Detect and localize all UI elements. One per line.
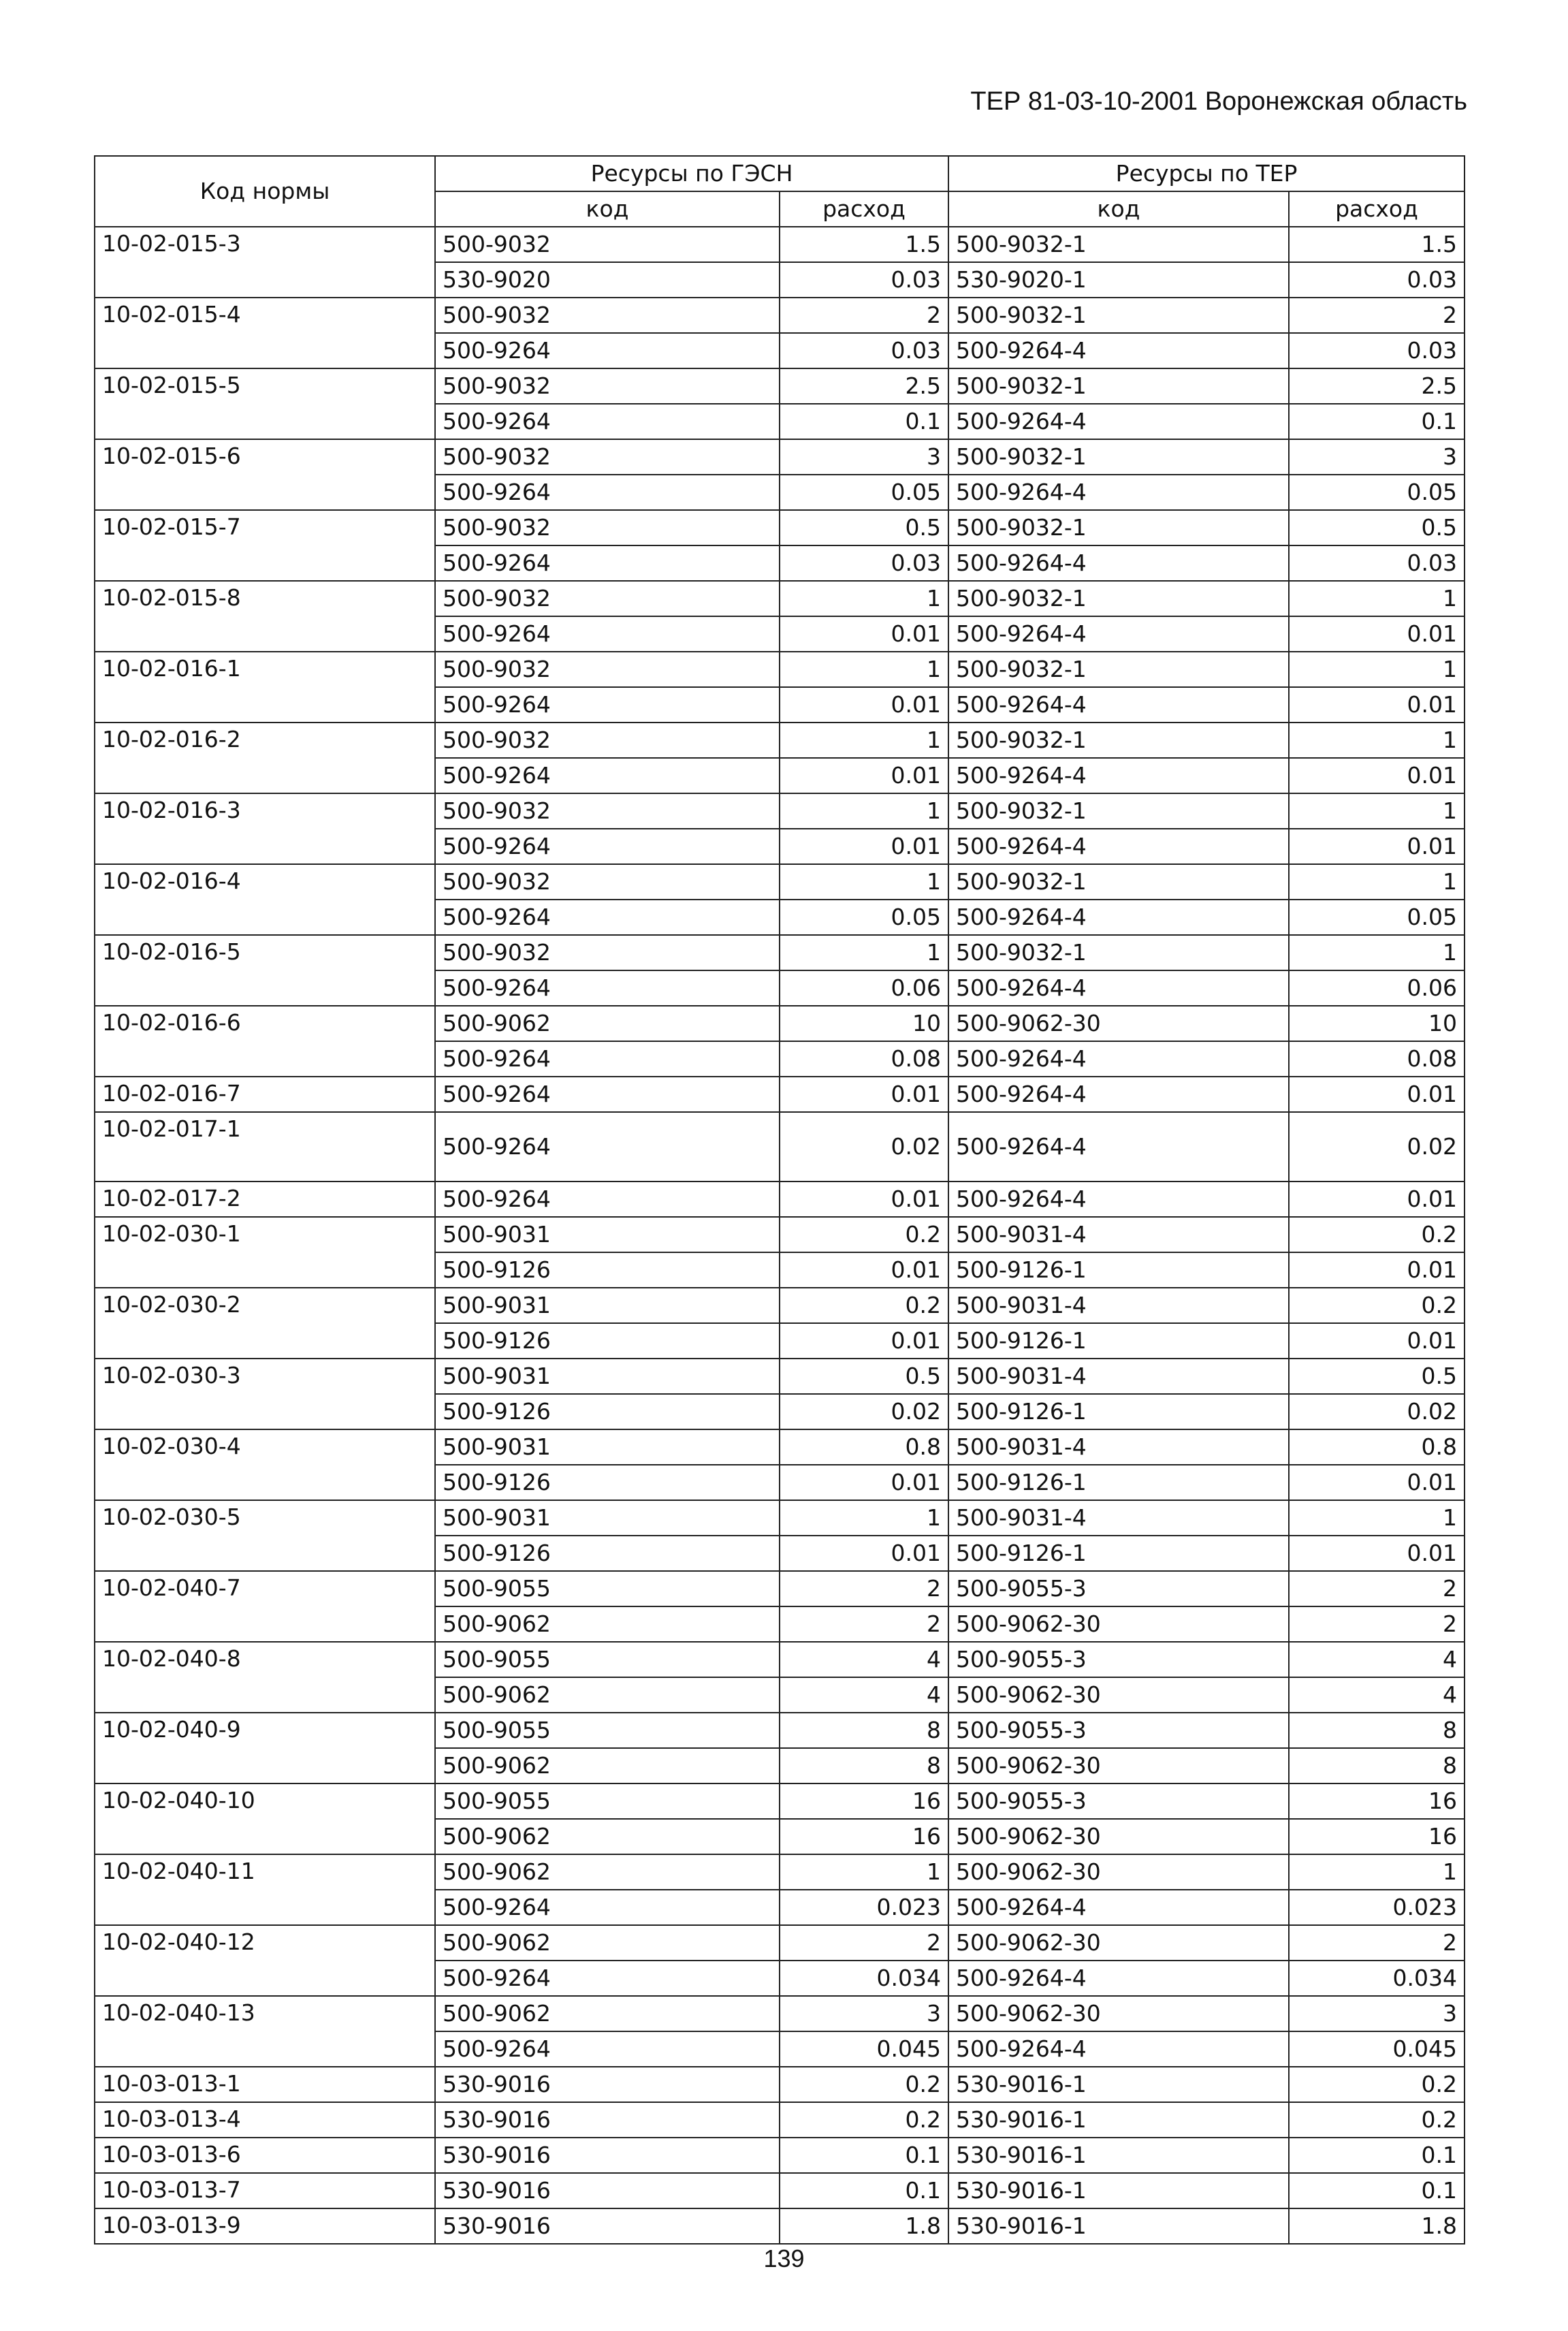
norm-code-cell: 10-03-013-7 — [95, 2173, 435, 2208]
gesn-code-cell: 530-9016 — [435, 2208, 780, 2244]
gesn-amount-cell: 0.1 — [780, 2138, 948, 2173]
table-row — [95, 1571, 1465, 1606]
norm-code-header: Код нормы — [95, 156, 435, 227]
gesn-code-cell: 500-9031 — [435, 1429, 780, 1465]
gesn-resources-header: Ресурсы по ГЭСН — [435, 156, 948, 191]
ter-code-cell: 500-9264-4 — [948, 970, 1289, 1006]
table-row — [95, 1112, 1465, 1182]
gesn-code-cell: 500-9264 — [435, 1041, 780, 1077]
gesn-amount-cell: 0.01 — [780, 1536, 948, 1571]
ter-amount-cell: 0.02 — [1289, 1112, 1465, 1182]
ter-code-cell: 500-9031-4 — [948, 1500, 1289, 1536]
ter-code-cell: 500-9031-4 — [948, 1288, 1289, 1323]
gesn-amount-cell: 10 — [780, 1006, 948, 1041]
ter-code-cell: 500-9126-1 — [948, 1323, 1289, 1359]
table-row — [95, 793, 1465, 829]
ter-amount-cell: 0.034 — [1289, 1961, 1465, 1996]
gesn-code-cell: 500-9126 — [435, 1252, 780, 1288]
table-row — [95, 368, 1465, 404]
norm-code-cell: 10-02-040-10 — [95, 1783, 435, 1854]
gesn-amount-cell: 0.8 — [780, 1429, 948, 1465]
gesn-code-cell: 500-9126 — [435, 1323, 780, 1359]
gesn-amount-cell: 1 — [780, 793, 948, 829]
ter-code-cell: 530-9016-1 — [948, 2208, 1289, 2244]
gesn-amount-cell: 0.01 — [780, 1077, 948, 1112]
norm-code-cell: 10-02-040-9 — [95, 1713, 435, 1783]
gesn-code-cell: 500-9264 — [435, 1890, 780, 1925]
ter-amount-cell: 3 — [1289, 1996, 1465, 2031]
gesn-amount-cell: 0.01 — [780, 758, 948, 793]
ter-amount-cell: 1 — [1289, 793, 1465, 829]
ter-amount-cell: 0.1 — [1289, 2173, 1465, 2208]
gesn-amount-cell: 0.03 — [780, 545, 948, 581]
gesn-code-cell: 500-9032 — [435, 864, 780, 900]
gesn-amount-cell: 0.01 — [780, 616, 948, 652]
table-row — [95, 298, 1465, 333]
gesn-code-cell: 500-9264 — [435, 829, 780, 864]
ter-code-cell: 500-9264-4 — [948, 758, 1289, 793]
gesn-amount-header: расход — [780, 191, 948, 227]
table-row — [95, 581, 1465, 616]
gesn-amount-cell: 2 — [780, 1925, 948, 1961]
norm-code-cell: 10-02-040-13 — [95, 1996, 435, 2067]
ter-amount-cell: 0.5 — [1289, 1359, 1465, 1394]
gesn-amount-cell: 8 — [780, 1748, 948, 1783]
gesn-amount-cell: 0.034 — [780, 1961, 948, 1996]
ter-amount-cell: 0.1 — [1289, 2138, 1465, 2173]
gesn-amount-cell: 3 — [780, 439, 948, 475]
table-row — [95, 1359, 1465, 1394]
ter-amount-header: расход — [1289, 191, 1465, 227]
gesn-code-cell: 500-9126 — [435, 1394, 780, 1429]
gesn-amount-cell: 0.1 — [780, 2173, 948, 2208]
ter-code-cell: 500-9032-1 — [948, 864, 1289, 900]
gesn-code-cell: 500-9264 — [435, 1182, 780, 1217]
gesn-code-cell: 500-9055 — [435, 1783, 780, 1819]
gesn-code-cell: 500-9062 — [435, 1854, 780, 1890]
norm-code-cell: 10-02-040-8 — [95, 1642, 435, 1713]
gesn-code-cell: 500-9062 — [435, 1677, 780, 1713]
ter-amount-cell: 0.01 — [1289, 829, 1465, 864]
gesn-code-cell: 500-9032 — [435, 227, 780, 262]
gesn-amount-cell: 0.5 — [780, 1359, 948, 1394]
ter-code-cell: 500-9032-1 — [948, 368, 1289, 404]
norm-code-cell: 10-02-016-7 — [95, 1077, 435, 1112]
ter-code-cell: 500-9032-1 — [948, 581, 1289, 616]
gesn-amount-cell: 1 — [780, 581, 948, 616]
gesn-amount-cell: 0.05 — [780, 475, 948, 510]
gesn-code-cell: 500-9264 — [435, 404, 780, 439]
table-row — [95, 227, 1465, 262]
gesn-amount-cell: 0.08 — [780, 1041, 948, 1077]
ter-amount-cell: 8 — [1289, 1713, 1465, 1748]
gesn-amount-cell: 0.01 — [780, 1252, 948, 1288]
ter-code-cell: 500-9032-1 — [948, 935, 1289, 970]
table-row — [95, 1077, 1465, 1112]
norm-code-cell: 10-02-015-5 — [95, 368, 435, 439]
ter-code-cell: 500-9032-1 — [948, 510, 1289, 545]
ter-code-cell: 500-9264-4 — [948, 333, 1289, 368]
ter-amount-cell: 4 — [1289, 1642, 1465, 1677]
gesn-code-cell: 500-9264 — [435, 475, 780, 510]
gesn-amount-cell: 1 — [780, 723, 948, 758]
ter-amount-cell: 1.5 — [1289, 227, 1465, 262]
ter-code-cell: 500-9264-4 — [948, 829, 1289, 864]
gesn-amount-cell: 2.5 — [780, 368, 948, 404]
norm-code-cell: 10-02-016-3 — [95, 793, 435, 864]
ter-code-cell: 500-9062-30 — [948, 1854, 1289, 1890]
gesn-code-cell: 500-9062 — [435, 1606, 780, 1642]
gesn-amount-cell: 16 — [780, 1819, 948, 1854]
table-row — [95, 510, 1465, 545]
norm-code-cell: 10-02-016-5 — [95, 935, 435, 1006]
ter-amount-cell: 0.05 — [1289, 475, 1465, 510]
ter-code-cell: 500-9062-30 — [948, 1006, 1289, 1041]
ter-resources-header: Ресурсы по ТЕР — [948, 156, 1465, 191]
norm-code-cell: 10-02-015-3 — [95, 227, 435, 298]
norm-code-cell: 10-02-030-3 — [95, 1359, 435, 1429]
gesn-code-cell: 500-9032 — [435, 581, 780, 616]
ter-amount-cell: 0.01 — [1289, 758, 1465, 793]
norm-code-cell: 10-02-030-1 — [95, 1217, 435, 1288]
ter-amount-cell: 2 — [1289, 1925, 1465, 1961]
ter-amount-cell: 1 — [1289, 723, 1465, 758]
ter-code-cell: 500-9055-3 — [948, 1783, 1289, 1819]
ter-amount-cell: 1.8 — [1289, 2208, 1465, 2244]
gesn-amount-cell: 0.03 — [780, 333, 948, 368]
ter-code-cell: 500-9031-4 — [948, 1217, 1289, 1252]
ter-amount-cell: 0.01 — [1289, 687, 1465, 723]
gesn-code-cell: 500-9062 — [435, 1925, 780, 1961]
gesn-code-cell: 500-9264 — [435, 970, 780, 1006]
ter-amount-cell: 0.1 — [1289, 404, 1465, 439]
gesn-code-cell: 500-9032 — [435, 652, 780, 687]
ter-code-cell: 500-9264-4 — [948, 1041, 1289, 1077]
ter-amount-cell: 2.5 — [1289, 368, 1465, 404]
ter-code-cell: 530-9016-1 — [948, 2102, 1289, 2138]
gesn-amount-cell: 0.02 — [780, 1112, 948, 1182]
ter-amount-cell: 2 — [1289, 1571, 1465, 1606]
gesn-amount-cell: 0.2 — [780, 1288, 948, 1323]
ter-amount-cell: 1 — [1289, 864, 1465, 900]
ter-code-cell: 500-9055-3 — [948, 1713, 1289, 1748]
norm-code-cell: 10-02-015-4 — [95, 298, 435, 368]
norm-code-cell: 10-02-017-1 — [95, 1112, 435, 1182]
gesn-code-cell: 500-9055 — [435, 1642, 780, 1677]
ter-amount-cell: 0.01 — [1289, 1252, 1465, 1288]
ter-code-cell: 500-9062-30 — [948, 1819, 1289, 1854]
gesn-code-cell: 500-9264 — [435, 2031, 780, 2067]
norm-code-cell: 10-03-013-1 — [95, 2067, 435, 2102]
gesn-code-cell: 500-9031 — [435, 1217, 780, 1252]
gesn-code-cell: 500-9264 — [435, 900, 780, 935]
gesn-amount-cell: 1 — [780, 1500, 948, 1536]
gesn-amount-cell: 1.5 — [780, 227, 948, 262]
gesn-amount-cell: 0.5 — [780, 510, 948, 545]
gesn-code-cell: 500-9032 — [435, 935, 780, 970]
table-row — [95, 1925, 1465, 1961]
table-row — [95, 935, 1465, 970]
gesn-code-cell: 500-9031 — [435, 1500, 780, 1536]
gesn-code-cell: 530-9016 — [435, 2102, 780, 2138]
ter-code-cell: 500-9126-1 — [948, 1465, 1289, 1500]
norm-code-cell: 10-02-016-2 — [95, 723, 435, 793]
gesn-code-cell: 500-9264 — [435, 545, 780, 581]
table-row — [95, 1217, 1465, 1252]
gesn-code-cell: 500-9264 — [435, 333, 780, 368]
table-row — [95, 2173, 1465, 2208]
gesn-code-cell: 500-9126 — [435, 1465, 780, 1500]
gesn-amount-cell: 0.06 — [780, 970, 948, 1006]
ter-amount-cell: 0.01 — [1289, 1077, 1465, 1112]
ter-amount-cell: 10 — [1289, 1006, 1465, 1041]
ter-code-cell: 500-9032-1 — [948, 439, 1289, 475]
gesn-amount-cell: 1.8 — [780, 2208, 948, 2244]
ter-code-cell: 500-9264-4 — [948, 1182, 1289, 1217]
gesn-amount-cell: 0.02 — [780, 1394, 948, 1429]
ter-code-cell: 500-9264-4 — [948, 404, 1289, 439]
ter-code-cell: 500-9264-4 — [948, 2031, 1289, 2067]
gesn-amount-cell: 0.01 — [780, 1323, 948, 1359]
ter-amount-cell: 0.01 — [1289, 616, 1465, 652]
gesn-amount-cell: 4 — [780, 1677, 948, 1713]
gesn-amount-cell: 1 — [780, 652, 948, 687]
ter-amount-cell: 0.02 — [1289, 1394, 1465, 1429]
table-row — [95, 2208, 1465, 2244]
table-row — [95, 1783, 1465, 1819]
ter-amount-cell: 0.01 — [1289, 1465, 1465, 1500]
gesn-code-cell: 500-9264 — [435, 1961, 780, 1996]
table-row — [95, 1996, 1465, 2031]
gesn-amount-cell: 1 — [780, 935, 948, 970]
ter-amount-cell: 1 — [1289, 1500, 1465, 1536]
ter-code-cell: 500-9264-4 — [948, 1961, 1289, 1996]
ter-amount-cell: 1 — [1289, 935, 1465, 970]
gesn-amount-cell: 0.05 — [780, 900, 948, 935]
ter-code-cell: 500-9032-1 — [948, 298, 1289, 333]
ter-code-header: код — [948, 191, 1289, 227]
gesn-code-cell: 500-9264 — [435, 758, 780, 793]
gesn-code-cell: 500-9062 — [435, 1006, 780, 1041]
norm-code-cell: 10-02-016-1 — [95, 652, 435, 723]
ter-amount-cell: 16 — [1289, 1819, 1465, 1854]
table-body — [95, 227, 1465, 2244]
gesn-amount-cell: 4 — [780, 1642, 948, 1677]
ter-amount-cell: 8 — [1289, 1748, 1465, 1783]
gesn-code-cell: 500-9055 — [435, 1571, 780, 1606]
gesn-amount-cell: 3 — [780, 1996, 948, 2031]
ter-code-cell: 500-9032-1 — [948, 723, 1289, 758]
norm-code-cell: 10-02-015-7 — [95, 510, 435, 581]
gesn-amount-cell: 0.023 — [780, 1890, 948, 1925]
gesn-amount-cell: 0.01 — [780, 829, 948, 864]
table-row — [95, 1006, 1465, 1041]
ter-amount-cell: 4 — [1289, 1677, 1465, 1713]
table-row — [95, 864, 1465, 900]
resources-table — [94, 155, 1465, 2245]
gesn-amount-cell: 0.03 — [780, 262, 948, 298]
gesn-code-cell: 500-9031 — [435, 1288, 780, 1323]
norm-code-cell: 10-02-030-4 — [95, 1429, 435, 1500]
ter-amount-cell: 0.05 — [1289, 900, 1465, 935]
ter-amount-cell: 1 — [1289, 652, 1465, 687]
table-row — [95, 1713, 1465, 1748]
ter-amount-cell: 0.03 — [1289, 262, 1465, 298]
gesn-amount-cell: 1 — [780, 1854, 948, 1890]
ter-amount-cell: 0.2 — [1289, 2102, 1465, 2138]
gesn-code-cell: 500-9062 — [435, 1819, 780, 1854]
table-row — [95, 1500, 1465, 1536]
norm-code-cell: 10-02-030-5 — [95, 1500, 435, 1571]
gesn-amount-cell: 0.01 — [780, 1465, 948, 1500]
ter-amount-cell: 0.045 — [1289, 2031, 1465, 2067]
ter-amount-cell: 0.06 — [1289, 970, 1465, 1006]
gesn-code-header: код — [435, 191, 780, 227]
gesn-amount-cell: 0.2 — [780, 2067, 948, 2102]
gesn-code-cell: 500-9032 — [435, 368, 780, 404]
table-row — [95, 1182, 1465, 1217]
ter-code-cell: 500-9126-1 — [948, 1252, 1289, 1288]
gesn-code-cell: 500-9264 — [435, 616, 780, 652]
gesn-amount-cell: 0.01 — [780, 1182, 948, 1217]
gesn-amount-cell: 0.045 — [780, 2031, 948, 2067]
gesn-code-cell: 500-9264 — [435, 687, 780, 723]
gesn-amount-cell: 0.2 — [780, 2102, 948, 2138]
ter-amount-cell: 0.023 — [1289, 1890, 1465, 1925]
table-row — [95, 652, 1465, 687]
ter-code-cell: 500-9062-30 — [948, 1925, 1289, 1961]
norm-code-cell: 10-02-015-8 — [95, 581, 435, 652]
norm-code-cell: 10-03-013-9 — [95, 2208, 435, 2244]
table-row — [95, 2067, 1465, 2102]
ter-amount-cell: 2 — [1289, 298, 1465, 333]
ter-amount-cell: 3 — [1289, 439, 1465, 475]
ter-code-cell: 500-9031-4 — [948, 1429, 1289, 1465]
ter-amount-cell: 2 — [1289, 1606, 1465, 1642]
norm-code-cell: 10-02-040-12 — [95, 1925, 435, 1996]
ter-code-cell: 500-9032-1 — [948, 793, 1289, 829]
ter-code-cell: 500-9264-4 — [948, 900, 1289, 935]
ter-amount-cell: 0.2 — [1289, 2067, 1465, 2102]
ter-amount-cell: 0.01 — [1289, 1536, 1465, 1571]
ter-code-cell: 500-9055-3 — [948, 1642, 1289, 1677]
ter-amount-cell: 0.01 — [1289, 1182, 1465, 1217]
norm-code-cell: 10-02-030-2 — [95, 1288, 435, 1359]
table-row — [95, 1288, 1465, 1323]
gesn-code-cell: 500-9032 — [435, 510, 780, 545]
ter-code-cell: 500-9032-1 — [948, 652, 1289, 687]
ter-code-cell: 500-9062-30 — [948, 1748, 1289, 1783]
ter-code-cell: 500-9126-1 — [948, 1394, 1289, 1429]
gesn-amount-cell: 0.2 — [780, 1217, 948, 1252]
page-number: 139 — [763, 2245, 805, 2272]
table-row — [95, 2102, 1465, 2138]
table-row — [95, 1642, 1465, 1677]
ter-code-cell: 530-9016-1 — [948, 2138, 1289, 2173]
gesn-code-cell: 530-9020 — [435, 262, 780, 298]
gesn-code-cell: 500-9055 — [435, 1713, 780, 1748]
gesn-code-cell: 500-9126 — [435, 1536, 780, 1571]
ter-code-cell: 500-9264-4 — [948, 545, 1289, 581]
ter-code-cell: 500-9055-3 — [948, 1571, 1289, 1606]
ter-amount-cell: 0.2 — [1289, 1217, 1465, 1252]
norm-code-cell: 10-02-016-6 — [95, 1006, 435, 1077]
norm-code-cell: 10-02-040-11 — [95, 1854, 435, 1925]
ter-code-cell: 500-9264-4 — [948, 616, 1289, 652]
gesn-amount-cell: 2 — [780, 1571, 948, 1606]
gesn-code-cell: 530-9016 — [435, 2138, 780, 2173]
table-row — [95, 2138, 1465, 2173]
gesn-code-cell: 500-9032 — [435, 298, 780, 333]
ter-code-cell: 500-9126-1 — [948, 1536, 1289, 1571]
gesn-code-cell: 500-9062 — [435, 1748, 780, 1783]
ter-code-cell: 500-9264-4 — [948, 1890, 1289, 1925]
ter-code-cell: 500-9264-4 — [948, 687, 1289, 723]
gesn-code-cell: 500-9031 — [435, 1359, 780, 1394]
norm-code-cell: 10-02-015-6 — [95, 439, 435, 510]
gesn-code-cell: 500-9264 — [435, 1112, 780, 1182]
norm-code-cell: 10-02-040-7 — [95, 1571, 435, 1642]
gesn-amount-cell: 1 — [780, 864, 948, 900]
gesn-amount-cell: 0.1 — [780, 404, 948, 439]
gesn-code-cell: 500-9062 — [435, 1996, 780, 2031]
gesn-code-cell: 500-9032 — [435, 793, 780, 829]
gesn-code-cell: 500-9264 — [435, 1077, 780, 1112]
ter-code-cell: 500-9062-30 — [948, 1996, 1289, 2031]
table-row — [95, 439, 1465, 475]
norm-code-cell: 10-03-013-4 — [95, 2102, 435, 2138]
norm-code-cell: 10-03-013-6 — [95, 2138, 435, 2173]
ter-code-cell: 500-9062-30 — [948, 1606, 1289, 1642]
table-row — [95, 1429, 1465, 1465]
gesn-code-cell: 500-9032 — [435, 439, 780, 475]
ter-code-cell: 530-9020-1 — [948, 262, 1289, 298]
ter-amount-cell: 0.5 — [1289, 510, 1465, 545]
table-row — [95, 723, 1465, 758]
norm-code-cell: 10-02-016-4 — [95, 864, 435, 935]
ter-amount-cell: 16 — [1289, 1783, 1465, 1819]
gesn-code-cell: 530-9016 — [435, 2067, 780, 2102]
ter-code-cell: 530-9016-1 — [948, 2067, 1289, 2102]
gesn-amount-cell: 16 — [780, 1783, 948, 1819]
ter-code-cell: 500-9264-4 — [948, 1112, 1289, 1182]
ter-code-cell: 500-9062-30 — [948, 1677, 1289, 1713]
ter-amount-cell: 0.01 — [1289, 1323, 1465, 1359]
document-header: ТЕР 81-03-10-2001 Воронежская область — [970, 87, 1467, 116]
ter-code-cell: 500-9264-4 — [948, 1077, 1289, 1112]
gesn-amount-cell: 8 — [780, 1713, 948, 1748]
ter-code-cell: 500-9031-4 — [948, 1359, 1289, 1394]
gesn-code-cell: 500-9032 — [435, 723, 780, 758]
norm-code-cell: 10-02-017-2 — [95, 1182, 435, 1217]
ter-code-cell: 500-9264-4 — [948, 475, 1289, 510]
ter-amount-cell: 0.08 — [1289, 1041, 1465, 1077]
ter-code-cell: 530-9016-1 — [948, 2173, 1289, 2208]
ter-amount-cell: 1 — [1289, 581, 1465, 616]
gesn-amount-cell: 0.01 — [780, 687, 948, 723]
ter-code-cell: 500-9032-1 — [948, 227, 1289, 262]
ter-amount-cell: 0.8 — [1289, 1429, 1465, 1465]
ter-amount-cell: 0.03 — [1289, 333, 1465, 368]
ter-amount-cell: 0.03 — [1289, 545, 1465, 581]
gesn-code-cell: 530-9016 — [435, 2173, 780, 2208]
gesn-amount-cell: 2 — [780, 298, 948, 333]
gesn-amount-cell: 2 — [780, 1606, 948, 1642]
table-row — [95, 1854, 1465, 1890]
ter-amount-cell: 1 — [1289, 1854, 1465, 1890]
ter-amount-cell: 0.2 — [1289, 1288, 1465, 1323]
